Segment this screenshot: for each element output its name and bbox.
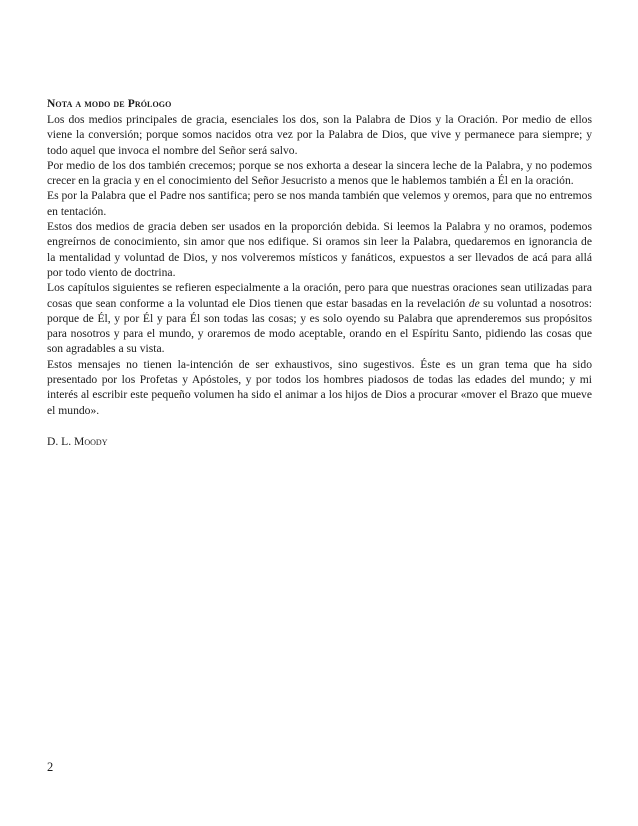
paragraph-1: Los dos medios principales de gracia, esenciales los dos, son la Palabra de Dios y la Oración. Por medio de ellos viene la conversión; porque somos nacidos otra vez por la Palabra de Dios, que vive y permanece para siempre; y todo aquel que invoca el nombre del Señor será salvo.: [47, 113, 592, 157]
paragraph-3: Es por la Palabra que el Padre nos santifica; pero se nos manda también que velemos y oremos, para que no entremos en tentación.: [47, 189, 592, 218]
paragraph-4: Estos dos medios de gracia deben ser usados en la proporción debida. Si leemos la Palabra y no oramos, podemos engreírnos de conocimiento, sin amor que nos edifique. Si oramos sin leer la Palabra, quedaremos en ignorancia de la mentalidad y voluntad de Dios, y nos volveremos místicos y fanáticos, expuestos a ser llevados de acá para allá por todo viento de doctrina.: [47, 220, 592, 279]
document-body: [47, 97, 592, 449]
paragraph-5-text-after: su voluntad a nosotros: porque de Él, y por Él y para Él son todas las cosas; y es solo oyendo su Palabra que aprenderemos sus propósitos para nosotros y para el mundo, y oraremos de modo aceptable, orando en el Espíritu Santo, pidiendo las cosas que son agradables a su vista.: [47, 296, 592, 356]
section-heading: Nota a modo de Prólogo: [47, 98, 172, 110]
page-number: 2: [47, 760, 54, 774]
paragraph-5-italic: de: [468, 296, 480, 310]
paragraph-5-text-before: Los capítulos siguientes se refieren especialmente a la oración, pero para que nuestras oraciones sean utilizadas para cosas que sean conforme a la voluntad ele Dios tienen que estar basadas en la revelación: [47, 281, 592, 310]
paragraph-2: Por medio de los dos también crecemos; porque se nos exhorta a desear la sincera leche de la Palabra, y no podemos crecer en la gracia y en el conocimiento del Señor Jesucristo a menos que le hablemos también a Él en la oración.: [47, 158, 592, 188]
paragraph-5: [47, 280, 592, 356]
paragraph-6: Estos mensajes no tienen la-intención de ser exhaustivos, sino sugestivos. Éste es un gran tema que ha sido presentado por los Profetas y Apóstoles, y por todos los hombres piadosos de todas las edades del mundo; y mi interés al escribir este pequeño volumen ha sido el animar a los hijos de Dios a procurar «mover el Brazo que mueve el mundo».: [47, 357, 592, 417]
author-signature: D. L. Moody: [47, 434, 108, 448]
